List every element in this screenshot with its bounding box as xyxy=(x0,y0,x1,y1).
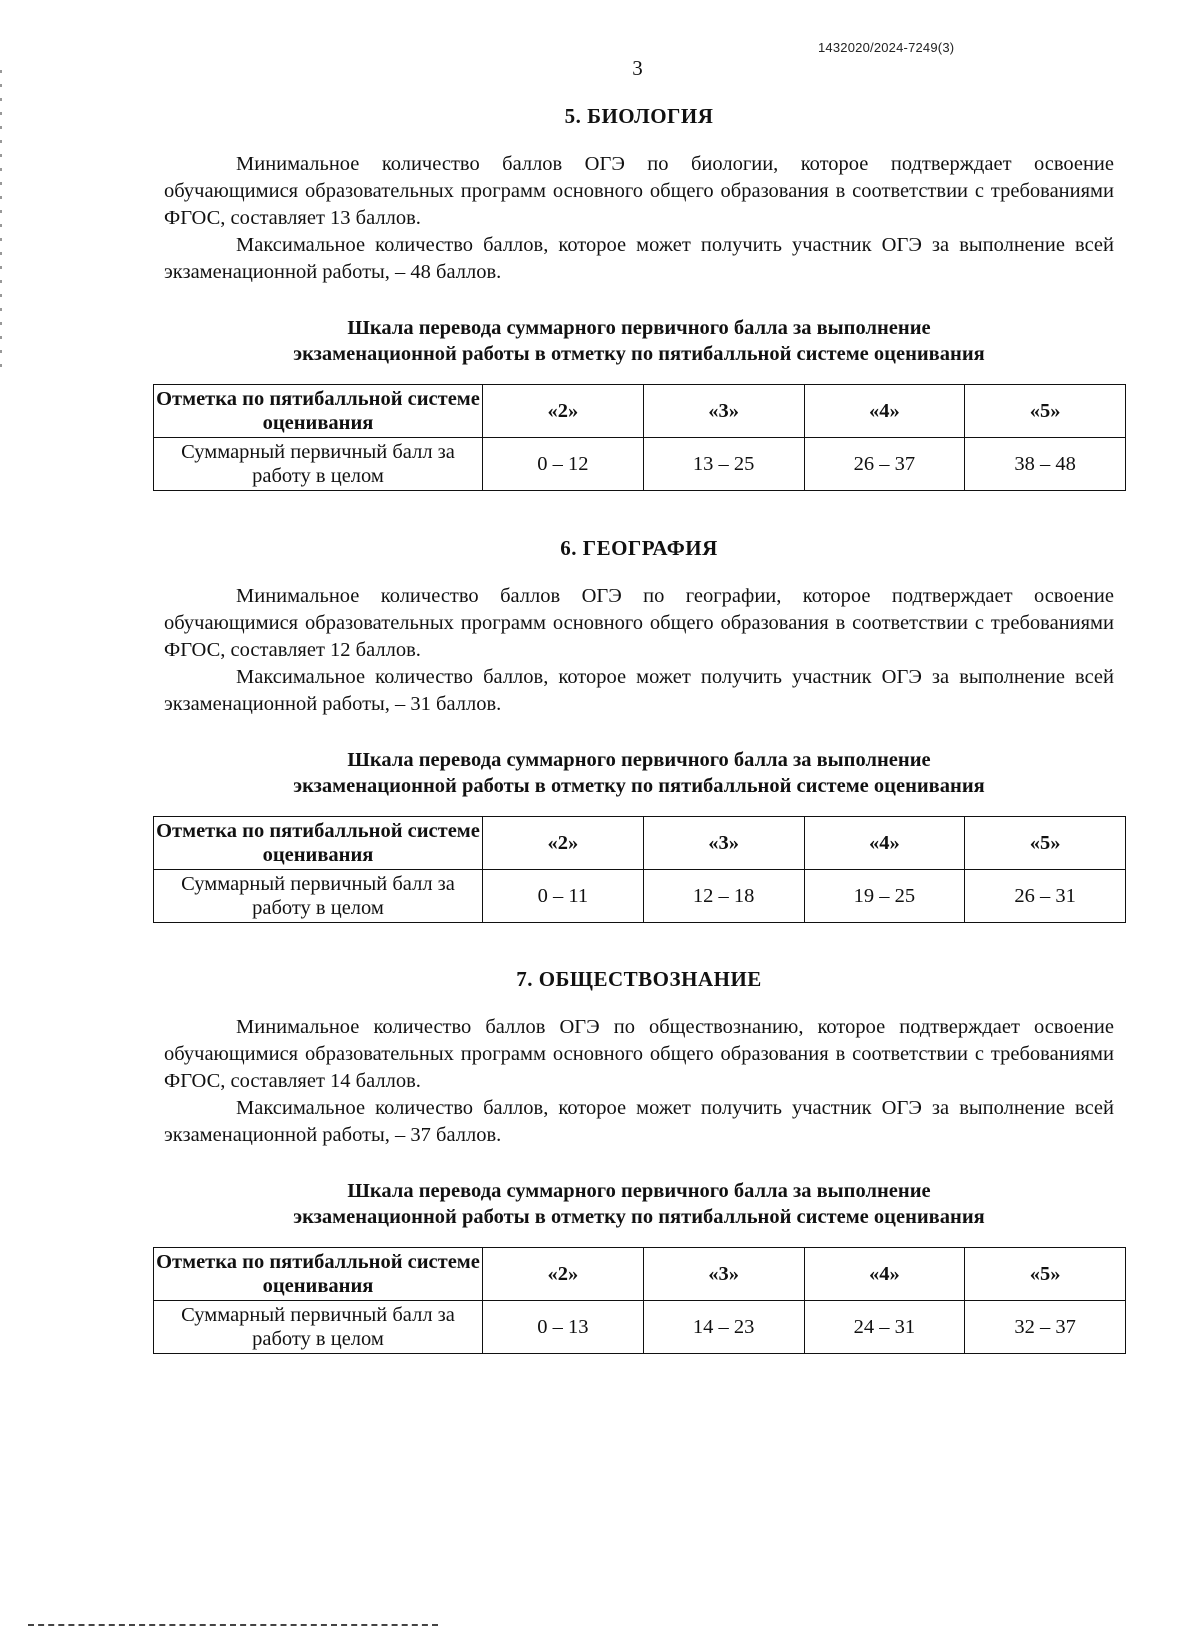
table-row-ranges xyxy=(154,1301,1126,1354)
paragraph-min-score: Минимальное количество баллов ОГЭ по обществознанию, которое подтверждает освоение обучающимися образовательных программ основного общего образования в соответствии с требованиями ФГОС, составляет 14 баллов. xyxy=(164,1016,1114,1092)
grade-cell: «2» xyxy=(483,817,644,870)
header-label-cell: Отметка по пятибалльной системе оценивания xyxy=(154,385,483,438)
scan-edge-marks xyxy=(0,70,2,370)
section-geography xyxy=(156,535,1114,923)
paragraph-max-score: Максимальное количество баллов, которое может получить участник ОГЭ за выполнение всей экзаменационной работы, – 37 баллов. xyxy=(164,1097,1114,1146)
scale-title-line: экзаменационной работы в отметку по пятибалльной системе оценивания xyxy=(293,343,985,365)
scale-title-line: Шкала перевода суммарного первичного балла за выполнение xyxy=(347,1180,931,1202)
section-title: 6. ГЕОГРАФИЯ xyxy=(560,536,718,560)
grade-scale-table xyxy=(153,1247,1126,1354)
row-label-cell: Суммарный первичный балл за работу в целом xyxy=(154,438,483,491)
scale-title xyxy=(164,315,1114,367)
grade-cell: «3» xyxy=(643,385,804,438)
section-biology xyxy=(156,103,1114,491)
paragraph-min-score: Минимальное количество баллов ОГЭ по географии, которое подтверждает освоение обучающимися образовательных программ основного общего образования в соответствии с требованиями ФГОС, составляет 12 баллов. xyxy=(164,585,1114,661)
grade-scale-table xyxy=(153,816,1126,923)
grade-scale-table xyxy=(153,384,1126,491)
table-row-grades xyxy=(154,817,1126,870)
section-social-studies xyxy=(156,966,1114,1354)
scale-title-line: экзаменационной работы в отметку по пятибалльной системе оценивания xyxy=(293,1206,985,1228)
scale-title xyxy=(164,1178,1114,1230)
grade-cell: «2» xyxy=(483,1248,644,1301)
grade-cell: «3» xyxy=(643,817,804,870)
header-label-cell: Отметка по пятибалльной системе оценивания xyxy=(154,817,483,870)
range-cell: 38 – 48 xyxy=(965,438,1126,491)
table-row-grades xyxy=(154,385,1126,438)
range-cell: 24 – 31 xyxy=(804,1301,965,1354)
range-cell: 32 – 37 xyxy=(965,1301,1126,1354)
grade-cell: «4» xyxy=(804,1248,965,1301)
scale-title xyxy=(164,747,1114,799)
scale-title-line: экзаменационной работы в отметку по пятибалльной системе оценивания xyxy=(293,775,985,797)
range-cell: 26 – 31 xyxy=(965,870,1126,923)
grade-cell: «5» xyxy=(965,1248,1126,1301)
header-label-cell: Отметка по пятибалльной системе оценивания xyxy=(154,1248,483,1301)
grade-cell: «2» xyxy=(483,385,644,438)
range-cell: 13 – 25 xyxy=(643,438,804,491)
range-cell: 12 – 18 xyxy=(643,870,804,923)
section-title: 7. ОБЩЕСТВОЗНАНИЕ xyxy=(516,967,762,991)
row-label-cell: Суммарный первичный балл за работу в целом xyxy=(154,870,483,923)
table-row-ranges xyxy=(154,870,1126,923)
range-cell: 0 – 13 xyxy=(483,1301,644,1354)
range-cell: 0 – 11 xyxy=(483,870,644,923)
range-cell: 26 – 37 xyxy=(804,438,965,491)
range-cell: 19 – 25 xyxy=(804,870,965,923)
grade-cell: «5» xyxy=(965,385,1126,438)
paragraph-min-score: Минимальное количество баллов ОГЭ по биологии, которое подтверждает освоение обучающимися образовательных программ основного общего образования в соответствии с требованиями ФГОС, составляет 13 баллов. xyxy=(164,153,1114,229)
table-row-grades xyxy=(154,1248,1126,1301)
grade-cell: «5» xyxy=(965,817,1126,870)
grade-cell: «3» xyxy=(643,1248,804,1301)
grade-cell: «4» xyxy=(804,385,965,438)
section-title: 5. БИОЛОГИЯ xyxy=(564,104,714,128)
paragraph-max-score: Максимальное количество баллов, которое может получить участник ОГЭ за выполнение всей экзаменационной работы, – 48 баллов. xyxy=(164,234,1114,283)
range-cell: 14 – 23 xyxy=(643,1301,804,1354)
grade-cell: «4» xyxy=(804,817,965,870)
range-cell: 0 – 12 xyxy=(483,438,644,491)
page-number: 3 xyxy=(632,56,643,80)
table-row-ranges xyxy=(154,438,1126,491)
paragraph-max-score: Максимальное количество баллов, которое может получить участник ОГЭ за выполнение всей экзаменационной работы, – 31 баллов. xyxy=(164,666,1114,715)
scale-title-line: Шкала перевода суммарного первичного балла за выполнение xyxy=(347,317,931,339)
scale-title-line: Шкала перевода суммарного первичного балла за выполнение xyxy=(347,749,931,771)
row-label-cell: Суммарный первичный балл за работу в целом xyxy=(154,1301,483,1354)
document-id: 1432020/2024-7249(3) xyxy=(818,40,955,55)
scan-bottom-edge xyxy=(28,1624,438,1626)
